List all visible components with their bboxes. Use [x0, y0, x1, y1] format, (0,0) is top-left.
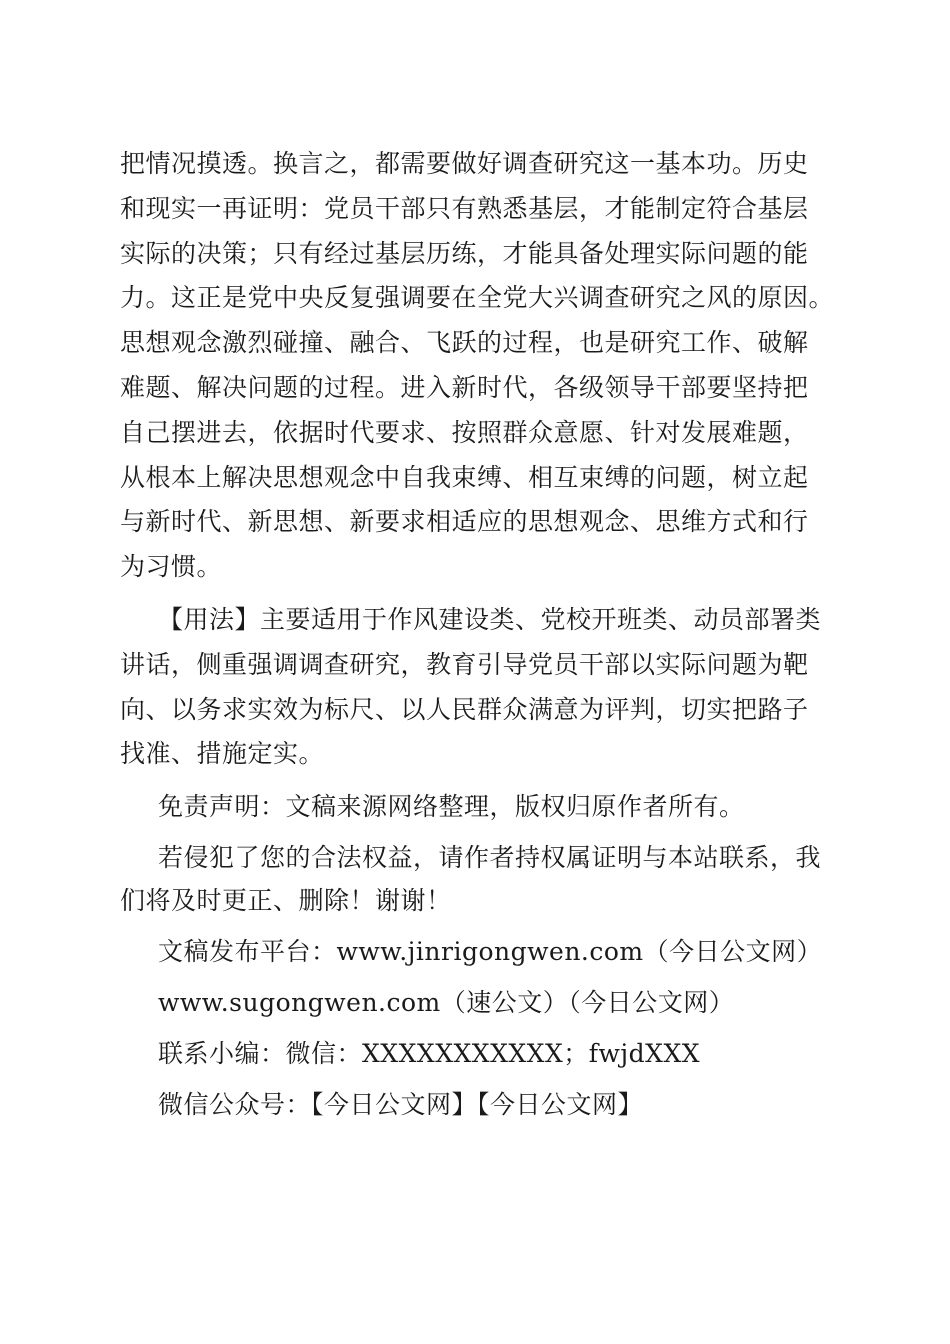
paragraph-line: 们将及时更正、删除！谢谢！: [120, 886, 452, 916]
paragraph-line: 向、以务求实效为标尺、以人民群众满意为评判，切实把路子: [120, 694, 809, 724]
paragraph-spacer: [120, 1075, 832, 1083]
contact-text: 联系小编：微信：XXXXXXXXXXX；fwjdXXX: [158, 1039, 701, 1069]
paragraph-spacer: [120, 777, 832, 785]
body-paragraph: [120, 142, 835, 590]
paragraph-line: 为习惯。: [120, 552, 223, 582]
paragraph-line: 和现实一再证明：党员干部只有熟悉基层，才能制定符合基层: [120, 193, 809, 223]
usage-paragraph: [120, 598, 832, 777]
paragraph-line: 实际的决策；只有经过基层历练，才能具备处理实际问题的能: [120, 238, 809, 268]
platform-text: 文稿发布平台：www.jinrigongwen.com（今日公文网）: [158, 937, 823, 967]
document-body: [120, 142, 835, 1126]
paragraph-line: 讲话，侧重强调调查研究，教育引导党员干部以实际问题为靶: [120, 649, 809, 679]
site-alt-text: www.sugongwen.com（速公文）（今日公文网）: [158, 988, 735, 1018]
paragraph-line: 难题、解决问题的过程。进入新时代，各级领导干部要坚持把: [120, 372, 809, 402]
infringement-notice: [120, 836, 832, 922]
paragraph-spacer: [120, 828, 832, 836]
paragraph-line: 若侵犯了您的合法权益，请作者持权属证明与本站联系，我: [158, 843, 822, 873]
paragraph-line: 与新时代、新思想、新要求相适应的思想观念、思维方式和行: [120, 507, 809, 537]
paragraph-line: 把情况摸透。换言之，都需要做好调查研究这一基本功。历史: [120, 149, 809, 178]
paragraph-line: 思想观念激烈碰撞、融合、飞跃的过程，也是研究工作、破解: [120, 328, 809, 358]
paragraph-spacer: [120, 973, 832, 981]
paragraph-line: 自己摆进去，依据时代要求、按照群众意愿、针对发展难题，: [120, 417, 809, 447]
paragraph-spacer: [120, 590, 832, 598]
paragraph-line: 【用法】主要适用于作风建设类、党校开班类、动员部署类: [158, 604, 822, 634]
disclaimer-text: 免责声明：文稿来源网络整理，版权归原作者所有。: [158, 792, 745, 822]
wechat-public-text: 微信公众号：【今日公文网】【今日公文网】: [158, 1090, 644, 1120]
paragraph-line: 找准、措施定实。: [120, 739, 325, 769]
paragraph-spacer: [120, 922, 832, 930]
paragraph-spacer: [120, 1024, 832, 1032]
paragraph-line: 力。这正是党中央反复强调要在全党大兴调查研究之风的原因。: [120, 283, 835, 313]
paragraph-line: 从根本上解决思想观念中自我束缚、相互束缚的问题，树立起: [120, 462, 809, 492]
